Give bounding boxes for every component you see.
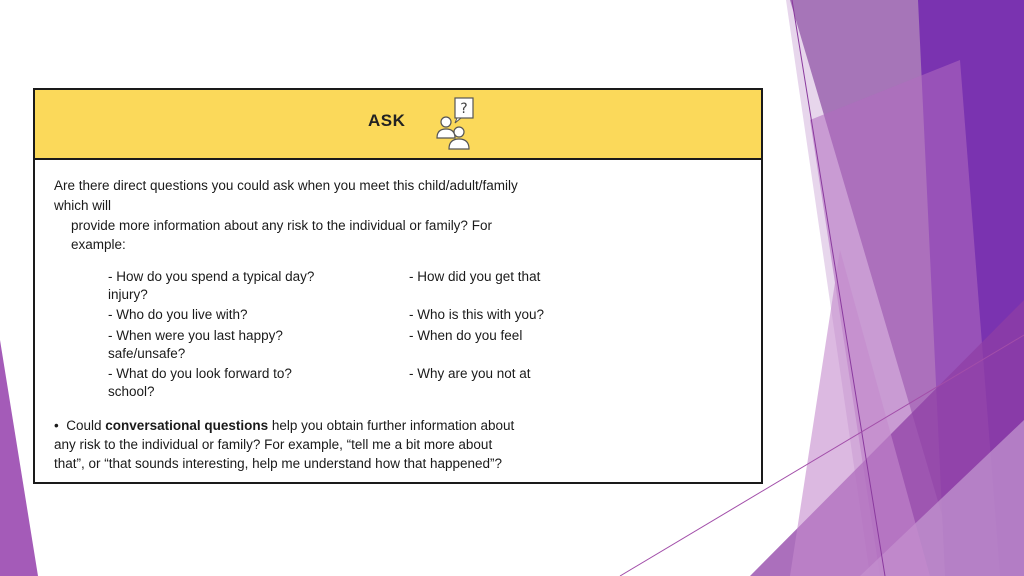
bullet-line-2: any risk to the individual or family? For example, “tell me a bit more about bbox=[54, 437, 493, 452]
bullet-prefix: Could bbox=[66, 418, 102, 433]
question-right-2: - Who is this with you? bbox=[409, 307, 545, 322]
intro-line-4: example: bbox=[71, 237, 126, 252]
question-right-4: - Why are you not at bbox=[409, 366, 531, 381]
bullet-line-1 bbox=[54, 416, 514, 436]
bullet-bold-term: conversational questions bbox=[105, 418, 269, 433]
people-question-icon bbox=[435, 96, 479, 152]
question-right-1: - How did you get that bbox=[409, 269, 541, 284]
question-left-3: - When were you last happy? bbox=[108, 328, 283, 343]
intro-line-1: Are there direct questions you could ask when you meet this child/adult/family bbox=[54, 178, 518, 193]
card-title: ASK bbox=[368, 111, 406, 130]
svg-text:?: ? bbox=[460, 101, 468, 117]
question-left-3-cont: safe/unsafe? bbox=[108, 346, 186, 361]
card-header bbox=[35, 90, 761, 160]
question-left-2: - Who do you live with? bbox=[108, 307, 248, 322]
question-left-4: - What do you look forward to? bbox=[108, 366, 292, 381]
intro-line-2: which will bbox=[54, 198, 112, 213]
question-left-1: - How do you spend a typical day? bbox=[108, 269, 315, 284]
bullet-rest: help you obtain further information about bbox=[271, 418, 515, 433]
bullet-line-3: that”, or “that sounds interesting, help me understand how that happened”? bbox=[54, 456, 503, 471]
question-left-4-cont: school? bbox=[108, 384, 155, 399]
question-left-1-cont: injury? bbox=[108, 287, 148, 302]
bullet-symbol: • bbox=[54, 418, 59, 433]
intro-line-3: provide more information about any risk to the individual or family? For bbox=[71, 218, 492, 233]
question-right-3: - When do you feel bbox=[409, 328, 523, 343]
